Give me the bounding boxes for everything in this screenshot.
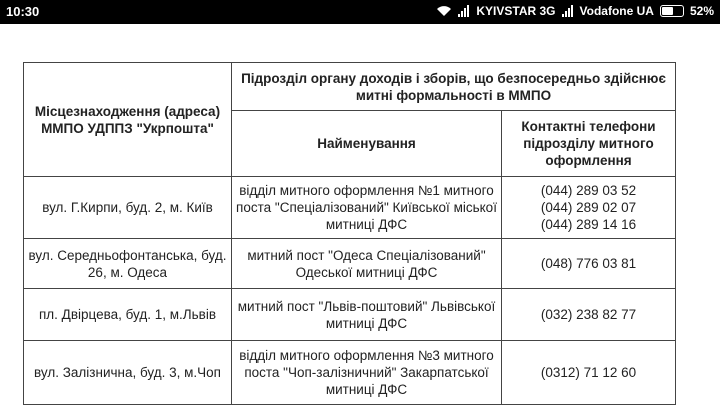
- signal-icon: [458, 5, 470, 17]
- phone[interactable]: (044) 289 03 52: [540, 183, 637, 198]
- status-bar: [0, 0, 720, 24]
- row-address: вул. Залізнична, буд. 3, м.Чоп: [24, 341, 232, 405]
- row-address: вул. Г.Кирпи, буд. 2, м. Київ: [24, 177, 232, 239]
- carrier-1: KYIVSTAR 3G: [476, 4, 556, 18]
- row-phones: [502, 341, 676, 405]
- customs-table: [23, 62, 676, 405]
- table-row: [24, 177, 676, 239]
- battery-icon: [660, 5, 684, 17]
- row-address: пл. Двірцева, буд. 1, м.Львів: [24, 289, 232, 341]
- phone[interactable]: (048) 776 03 81: [540, 256, 637, 271]
- header-name: Найменування: [232, 111, 502, 177]
- table-row: [24, 239, 676, 289]
- row-address: вул. Середньофонтанська, буд. 26, м. Одеса: [24, 239, 232, 289]
- phone[interactable]: (032) 238 82 77: [540, 307, 637, 322]
- wifi-icon: [436, 5, 452, 17]
- page-content: [0, 24, 720, 404]
- table-row: [24, 341, 676, 405]
- header-location: Місцезнаходження (адреса) ММПО УДППЗ "Укрпошта": [24, 63, 232, 177]
- carrier-2: Vodafone UA: [579, 4, 654, 18]
- battery-level: 52%: [689, 4, 714, 18]
- row-unit: відділ митного оформлення №1 митного поста "Спеціалізований" Київської міської митниці ДФС: [232, 177, 502, 239]
- row-phones: [502, 289, 676, 341]
- row-unit: відділ митного оформлення №3 митного поста "Чоп-залізничний" Закарпатської митниці ДФС: [232, 341, 502, 405]
- row-phones: [502, 239, 676, 289]
- row-phones: [502, 177, 676, 239]
- signal-icon-2: [562, 5, 574, 17]
- status-right: [436, 4, 714, 18]
- phone[interactable]: (044) 289 02 07: [540, 200, 637, 215]
- header-subdivision: Підрозділ органу доходів і зборів, що безпосередньо здійснює митні формальності в ММПО: [232, 63, 676, 111]
- table-row: [24, 289, 676, 341]
- row-unit: митний пост "Одеса Спеціалізований" Одеської митниці ДФС: [232, 239, 502, 289]
- row-unit: митний пост "Львів-поштовий" Львівської митниці ДФС: [232, 289, 502, 341]
- phone[interactable]: (0312) 71 12 60: [540, 365, 637, 380]
- header-contacts: Контактні телефони підрозділу митного оформлення: [502, 111, 676, 177]
- status-time: 10:30: [6, 4, 40, 19]
- phone[interactable]: (044) 289 14 16: [540, 217, 637, 232]
